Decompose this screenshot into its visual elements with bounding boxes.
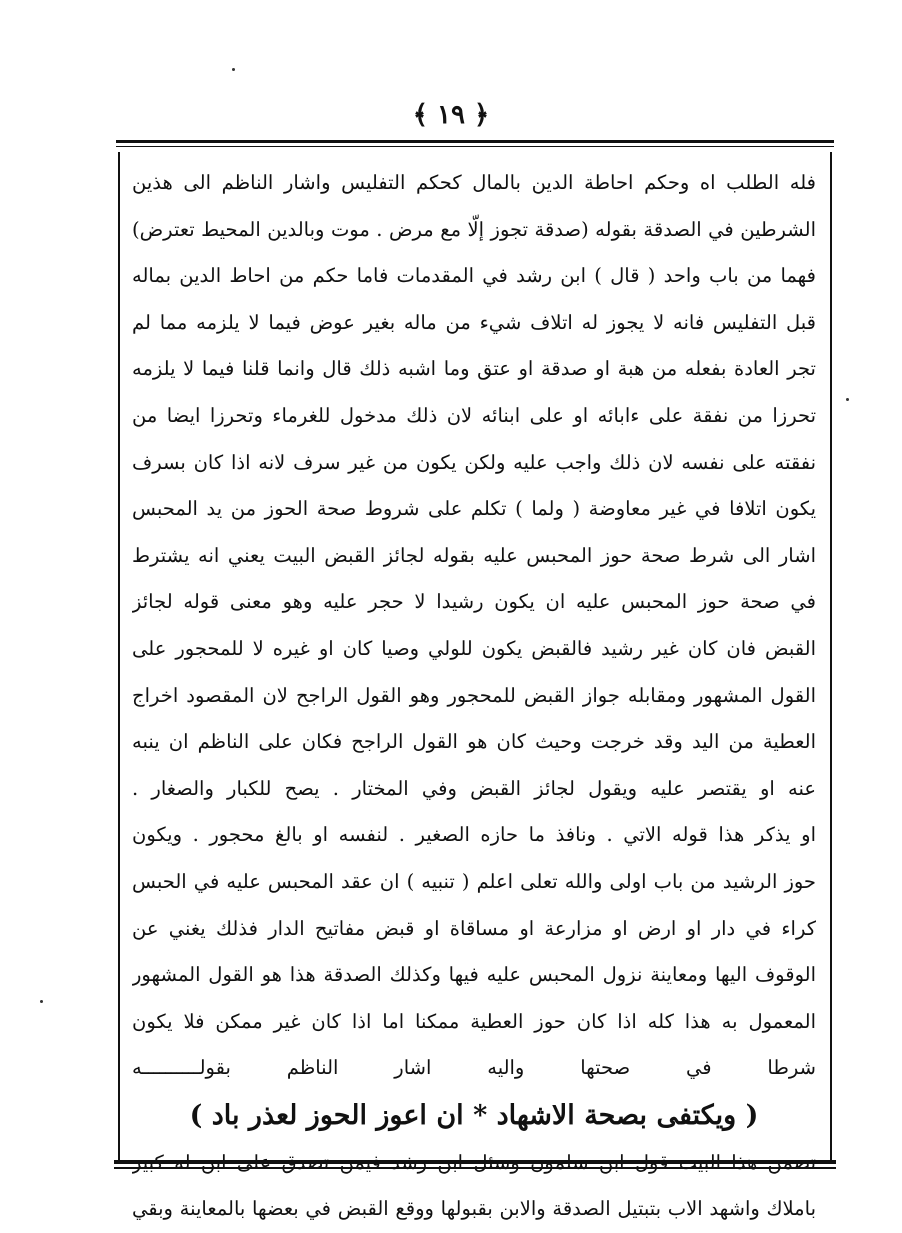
text-line: تحرزا من نفقة على ءابائه او على ابنائه لان ذلك مدخول للغرماء وتحرزا ايضا من	[132, 403, 816, 427]
verse-heading: ( ويكتفى بصحة الاشهاد * ان اعوز الحوز لعذر باد )	[189, 1099, 759, 1131]
text-line: الشرطين في الصدقة بقوله (صدقة تجوز إلّا مع مرض . موت وبالدين المحيط تعترض)	[132, 217, 816, 241]
text-line: حوز الرشيد من باب اولى والله تعلى اعلم ( تنبيه ) ان عقد المحبس عليه في الحبس	[132, 869, 816, 893]
text-line: الوقوف اليها ومعاينة نزول المحبس عليه فيها وكذلك الصدقة هذا هو القول المشهور	[132, 963, 816, 987]
text-line: يكون اتلافا في غير معاوضة ( ولما ) تكلم على شروط صحة الحوز من يد المحبس	[132, 497, 816, 521]
scan-speck	[40, 1000, 43, 1003]
text-line: المعمول به هذا كله اذا كان حوز العطية ممكنا اما اذا كان غير ممكن فلا يكون	[132, 1009, 816, 1033]
scan-speck	[846, 398, 849, 401]
page-number: ﴾ ١٩ ﴿	[412, 100, 490, 130]
scan-speck	[232, 68, 235, 71]
text-line: عنه او يقتصر عليه ويقول لجائز القبض وفي المختار . يصح للكبار والصغار .	[132, 776, 816, 800]
text-line: فله الطلب اه وحكم احاطة الدين بالمال كحكم التفليس واشار الناظم الى هذين	[132, 171, 816, 194]
text-line: كراء في دار او ارض او مزارعة او مساقاة او قبض مفاتيح الدار فذلك يغني عن	[132, 916, 816, 940]
text-line: فهما من باب واحد ( قال ) ابن رشد في المقدمات فاما حكم من احاط الدين بماله	[132, 264, 816, 288]
text-line: القول المشهور ومقابله جواز القبض للمحجور وهو القول الراجح لان المقصود اخراج	[132, 683, 816, 707]
text-line: في صحة حوز المحبس عليه ان يكون رشيدا لا حجر عليه وهو معنى قوله لجائز	[132, 590, 816, 614]
text-line: تجر العادة بفعله من هبة او صدقة او عتق وما اشبه ذلك قال وانما قلنا فيما لا يلزمه	[132, 357, 816, 381]
body-text	[132, 160, 816, 1233]
text-line: العطية من اليد وقد خرجت وحيث كان هو القول الراجح فكان على الناظم ان ينبه	[132, 730, 816, 754]
text-line: باملاك واشهد الاب بتبتيل الصدقة والابن بقبولها ووقع القبض في بعضها بالمعاينة وبقي	[132, 1197, 816, 1221]
text-line: القبض فان كان غير رشيد فالقبض يكون للولي وصيا كان او غيره لا للمحجور على	[132, 636, 816, 660]
text-line: اشار الى شرط صحة حوز المحبس عليه بقوله لجائز القبض البيت يعني انه يشترط	[132, 543, 816, 567]
bottom-border-rule	[114, 1160, 836, 1169]
text-line: نفقته على نفسه لان ذلك واجب عليه ولكن يكون من غير سرف لانه اذا كان بسرف	[132, 450, 816, 474]
top-border-rule	[116, 140, 834, 147]
text-line: شرطا في صحتها واليه اشار الناظم بقولــــــــــه	[132, 1056, 816, 1080]
text-line: تضمن هذا البيت قول ابن سلمون وسئل ابن رشد فيمن تصدق على ابن له كبير	[132, 1150, 816, 1174]
text-line: قبل التفليس فانه لا يجوز له اتلاف شيء من ماله بغير عوض فيما لا يلزمه مما لم	[132, 310, 816, 334]
text-line: او يذكر هذا قوله الاتي . ونافذ ما حازه الصغير . لنفسه او بالغ محجور . ويكون	[132, 823, 816, 847]
